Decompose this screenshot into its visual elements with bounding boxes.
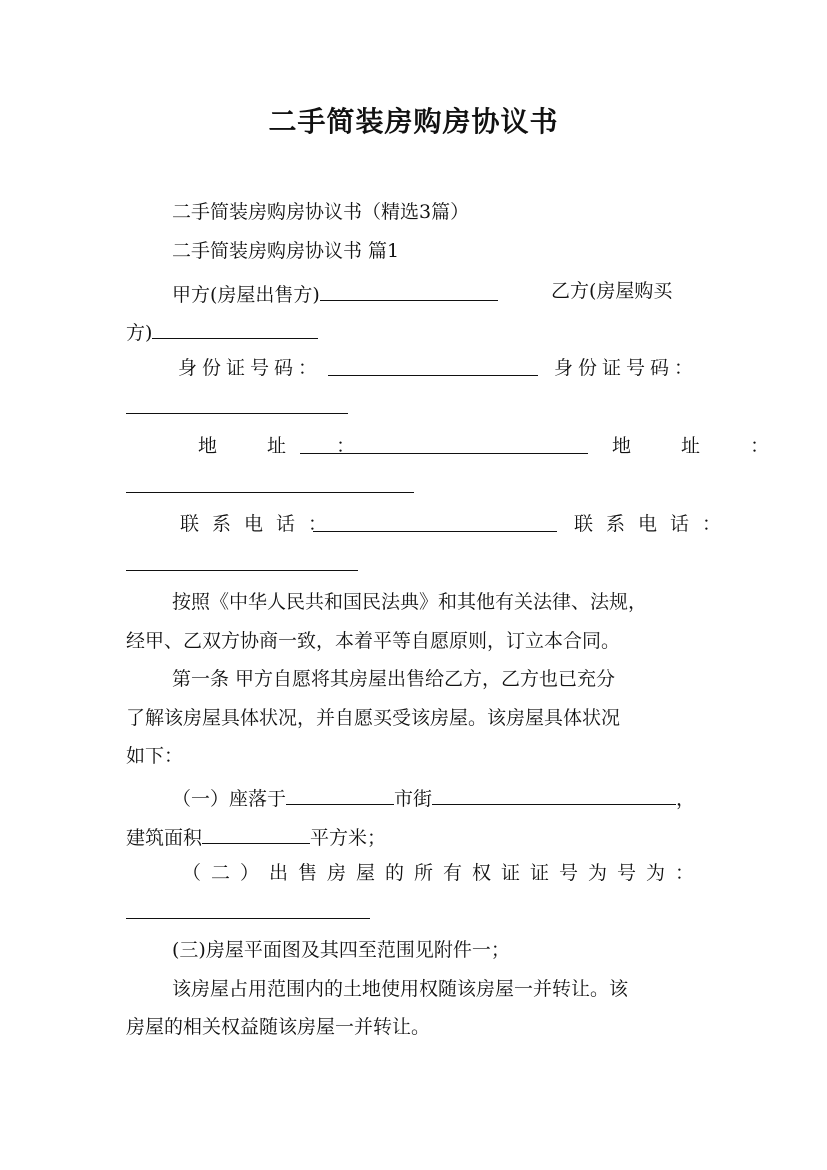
phone-a-label: 联系电话： [180, 513, 341, 535]
item1-area-blank [202, 825, 310, 844]
section-heading: 二手简装房购房协议书 篇1 [172, 240, 400, 262]
item1-comma: ， [676, 788, 696, 810]
id-b-blank [126, 395, 348, 414]
subtitle: 二手简装房购房协议书（精选3篇） [172, 201, 470, 223]
item1-area-label: 建筑面积 [126, 827, 203, 849]
para2-line1: 第一条 甲方自愿将其房屋出售给乙方，乙方也已充分 [172, 668, 616, 690]
para1-line1: 按照《中华人民共和国民法典》和其他有关法律、法规， [172, 591, 648, 613]
para1-line2: 经甲、乙双方协商一致，本着平等自愿原则，订立本合同。 [126, 630, 621, 652]
party-b-blank [152, 320, 318, 339]
para3-line1: 该房屋占用范围内的土地使用权随该房屋一并转让。该 [172, 978, 629, 1000]
id-a-blank [328, 357, 538, 376]
item2-blank [126, 900, 370, 919]
id-a-line [178, 359, 322, 378]
party-a-label: 甲方(房屋出售方) [172, 284, 320, 306]
party-b-label: 乙方(房屋购买 [551, 280, 673, 302]
phone-b-blank [126, 552, 358, 571]
addr-a-label: 地 址 ： [198, 435, 378, 457]
addr-b-blank [126, 474, 414, 493]
document-title: 二手简装房购房协议书 [268, 105, 559, 138]
party-a-line [172, 282, 498, 305]
party-a-blank [320, 282, 498, 301]
item1-blank-1 [286, 786, 394, 805]
id-a-label: 身份证号码： [178, 357, 323, 379]
item1-blank-2 [432, 786, 676, 805]
phone-b-label: 联系电话： [574, 513, 735, 535]
para2-line3: 如下： [126, 745, 184, 767]
phone-a-blank [313, 513, 557, 532]
item1-line1 [172, 786, 695, 809]
item1-unit: 平方米； [310, 827, 387, 849]
para3-line2: 房屋的相关权益随该房屋一并转让。 [126, 1016, 431, 1038]
party-b-cont: 方) [126, 322, 153, 344]
item1-label: （一）座落于 [172, 788, 287, 810]
item1-line2 [126, 825, 386, 848]
party-b-cont-line [126, 320, 318, 343]
item1-street: 市街 [394, 788, 433, 810]
para2-line2: 了解该房屋具体状况，并自愿买受该房屋。该房屋具体状况 [126, 707, 621, 729]
item3-line: (三)房屋平面图及其四至范围见附件一； [172, 939, 510, 961]
item2-line: （二）出售房屋的所有权证证号为号为： [182, 862, 705, 884]
addr-a-blank [300, 435, 588, 454]
id-b-label: 身份证号码： [554, 357, 699, 379]
addr-b-label: 地 址 ： [612, 435, 792, 457]
